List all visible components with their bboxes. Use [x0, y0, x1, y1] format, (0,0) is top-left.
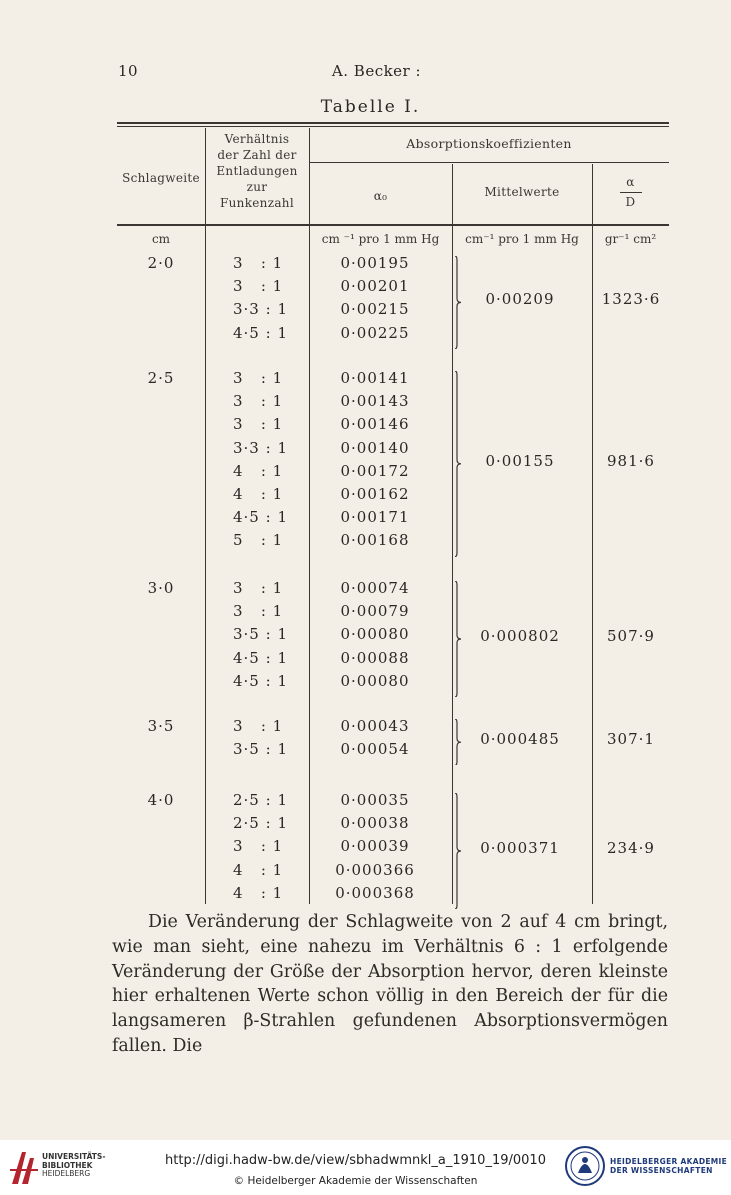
mittelwert-value: 0·00155: [485, 451, 555, 470]
alpha0-value: 0·00146: [340, 415, 410, 434]
alpha0-value: 0·00168: [340, 531, 410, 550]
alpha0-value: 0·00038: [340, 814, 410, 833]
schlagweite-value: 2·5: [147, 369, 175, 387]
alpha-over-d-value: 234·9: [607, 839, 655, 857]
ratio-value: 3·5 : 1: [233, 625, 288, 644]
header-mittelwerte: Mittelwerte: [484, 185, 560, 199]
schlagweite-value: 3·5: [147, 717, 175, 735]
ratio-value: 3 : 1: [233, 837, 284, 856]
alpha0-value: 0·00201: [340, 277, 410, 296]
ratio-value: 4·5 : 1: [233, 323, 288, 342]
alpha0-value: 0·00225: [340, 323, 410, 342]
absorption-underline: [309, 162, 669, 163]
table-top-rule: [117, 122, 669, 124]
ratio-value: 3 : 1: [233, 369, 284, 387]
ratio-value: 4 : 1: [233, 461, 284, 480]
page-number: 10: [118, 62, 139, 80]
alpha0-value: 0·00088: [340, 648, 410, 667]
source-url-link[interactable]: http://digi.hadw-bw.de/view/sbhadwmnkl_a_1910_19/0010: [165, 1153, 546, 1168]
mittelwert-value: 0·000485: [480, 730, 560, 749]
alpha0-value: 0·00171: [340, 508, 410, 527]
alpha0-value: 0·00079: [340, 602, 410, 621]
alpha-over-d-value: 307·1: [607, 730, 655, 749]
ratio-value: 3·3 : 1: [233, 300, 288, 319]
ratio-value: 4·5 : 1: [233, 671, 288, 690]
mittelwert-value: 0·00209: [485, 290, 555, 309]
footer-bar: [0, 1140, 731, 1195]
ratio-value: 4 : 1: [233, 883, 284, 902]
body-paragraph: [112, 910, 668, 1059]
alpha0-value: 0·000366: [335, 860, 415, 879]
table-top-rule-thin: [117, 126, 669, 127]
alpha-over-d-value: 1323·6: [601, 290, 661, 309]
header-ratio: Verhältnis der Zahl der Entladungen zur Funkenzahl: [216, 132, 298, 210]
ratio-value: 3·3 : 1: [233, 438, 288, 457]
alpha0-value: 0·000368: [335, 883, 415, 902]
alpha0-value: 0·00039: [340, 837, 410, 856]
ratio-value: 4 : 1: [233, 485, 284, 503]
copyright-notice: © Heidelberger Akademie der Wissenschaften: [233, 1175, 478, 1187]
unit-alpha-over-d: gr⁻¹ cm²: [604, 232, 657, 246]
alpha-over-d-value: 507·9: [607, 627, 655, 645]
ratio-value: 3 : 1: [233, 392, 284, 411]
ratio-value: 5 : 1: [233, 531, 284, 550]
header-alpha-over-d: α D: [592, 174, 669, 210]
alpha0-value: 0·00143: [340, 392, 410, 411]
unit-mittelwerte: cm⁻¹ pro 1 mm Hg: [465, 232, 579, 246]
unit-schlagweite: cm: [151, 232, 171, 246]
alpha0-value: 0·00054: [340, 740, 410, 759]
mittelwert-value: 0·000802: [480, 627, 560, 645]
academy-name: HEIDELBERGER AKADEMIE DER WISSENSCHAFTEN: [610, 1157, 728, 1175]
ratio-value: 3 : 1: [233, 415, 284, 434]
alpha0-value: 0·00141: [340, 369, 410, 387]
ratio-value: 4·5 : 1: [233, 648, 288, 667]
unit-alpha0: cm ⁻¹ pro 1 mm Hg: [321, 232, 440, 246]
ratio-value: 3 : 1: [233, 579, 284, 597]
alpha0-value: 0·00172: [340, 461, 410, 480]
alpha0-value: 0·00035: [340, 791, 410, 809]
ratio-value: 4·5 : 1: [233, 508, 288, 527]
alpha0-value: 0·00080: [340, 671, 410, 690]
header-alpha0: α₀: [373, 189, 388, 203]
ratio-value: 3 : 1: [233, 254, 284, 272]
column-divider: [205, 128, 206, 904]
ratio-value: 3 : 1: [233, 277, 284, 296]
schlagweite-value: 2·0: [147, 254, 175, 272]
ratio-value: 2·5 : 1: [233, 814, 288, 833]
ratio-value: 3 : 1: [233, 602, 284, 621]
column-divider: [592, 164, 593, 904]
running-title: A. Becker :: [331, 62, 422, 80]
schlagweite-value: 4·0: [147, 791, 175, 809]
fraction-bar: [620, 192, 642, 193]
alpha0-value: 0·00074: [340, 579, 410, 597]
alpha0-value: 0·00162: [340, 485, 410, 503]
alpha0-value: 0·00080: [340, 625, 410, 644]
alpha0-value: 0·00140: [340, 438, 410, 457]
library-name: UNIVERSITÄTS- BIBLIOTHEK HEIDELBERG: [42, 1152, 106, 1178]
ratio-value: 3·5 : 1: [233, 740, 288, 759]
schlagweite-value: 3·0: [147, 579, 175, 597]
data-table: [117, 122, 669, 906]
header-schlagweite: Schlagweite: [122, 171, 200, 185]
header-absorption: Absorptionskoeffizienten: [406, 136, 572, 151]
ratio-value: 3 : 1: [233, 717, 284, 735]
alpha0-value: 0·00043: [340, 717, 410, 735]
paragraph-text: Die Veränderung der Schlagweite von 2 auf 4 cm bringt, wie man sieht, eine nahezu im Verhältnis 6 : 1 erfolgende Veränderung der Größe der Absorption hervor, deren kleinste hier erhaltenen Werte schon völlig in den Bereich der für die langsameren β-Strahlen gefundenen Absorptionsvermögen fallen. Die: [112, 912, 668, 1056]
alpha0-value: 0·00195: [340, 254, 410, 272]
header-bottom-rule: [117, 224, 669, 226]
ratio-value: 4 : 1: [233, 860, 284, 879]
ratio-value: 2·5 : 1: [233, 791, 288, 809]
alpha-over-d-value: 981·6: [607, 451, 655, 470]
academy-seal-icon: [564, 1145, 606, 1187]
mittelwert-value: 0·000371: [480, 839, 560, 857]
table-title: Tabelle I.: [320, 97, 421, 117]
alpha0-value: 0·00215: [340, 300, 410, 319]
